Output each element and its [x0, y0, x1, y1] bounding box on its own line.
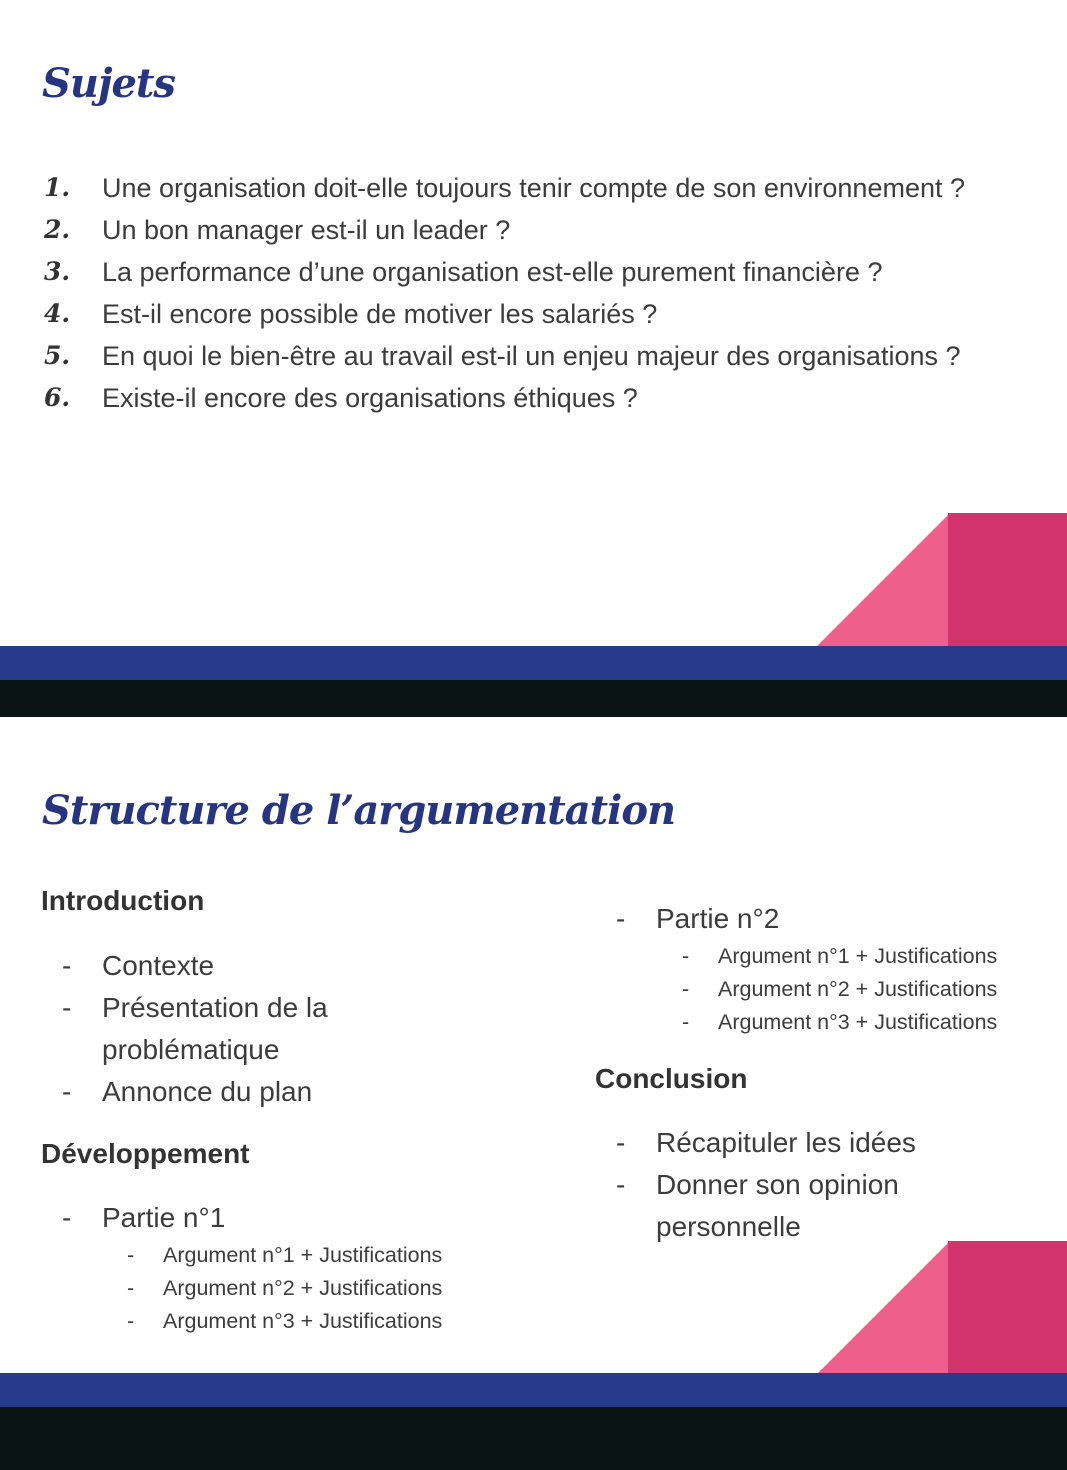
list-item	[616, 1122, 916, 1164]
dash: -	[682, 1010, 690, 1034]
list-item	[0, 377, 1067, 419]
slide-separator	[0, 680, 1067, 717]
pink-corner-decoration	[817, 1241, 1067, 1374]
item-text: Un bon manager est-il un leader ?	[102, 215, 511, 245]
list-item	[616, 898, 780, 940]
dash: -	[616, 1169, 626, 1200]
sub-item	[682, 1006, 998, 1039]
item-text: Partie n°2	[656, 903, 780, 934]
dash: -	[127, 1276, 135, 1300]
item-text: En quoi le bien-être au travail est-il un enjeu majeur des organisations ?	[102, 341, 961, 371]
dash: -	[127, 1309, 135, 1333]
sub-item	[127, 1272, 443, 1305]
item-text: Argument n°2 + Justifications	[163, 1276, 443, 1300]
list-item-continuation	[656, 1206, 801, 1248]
item-text: Récapituler les idées	[656, 1127, 916, 1158]
item-number: 3.	[44, 257, 71, 286]
pink-rectangle	[948, 513, 1067, 646]
slide-separator	[0, 1407, 1067, 1470]
list-item	[0, 293, 1067, 335]
item-text: personnelle	[656, 1211, 801, 1242]
sub-item	[127, 1305, 443, 1338]
introduction-heading: Introduction	[41, 885, 205, 916]
dash: -	[62, 950, 72, 981]
list-item	[0, 335, 1067, 377]
dash: -	[682, 977, 690, 1001]
list-item	[62, 1071, 313, 1113]
item-number: 5.	[44, 341, 71, 370]
item-text: La performance d’une organisation est-elle purement financière ?	[102, 257, 883, 287]
conclusion-heading: Conclusion	[595, 1063, 748, 1094]
slide-sujets	[0, 0, 1067, 680]
list-item	[0, 209, 1067, 251]
item-text: Est-il encore possible de motiver les salariés ?	[102, 299, 658, 329]
item-text: problématique	[102, 1034, 280, 1065]
item-text: Annonce du plan	[102, 1076, 313, 1107]
list-item	[0, 167, 1067, 209]
blue-footer-bar	[0, 1373, 1067, 1407]
item-text: Argument n°2 + Justifications	[718, 977, 998, 1001]
dash: -	[616, 1127, 626, 1158]
item-number: 1.	[44, 173, 71, 202]
topics-list	[0, 167, 1067, 419]
item-number: 4.	[44, 299, 71, 328]
item-text: Argument n°3 + Justifications	[718, 1010, 998, 1034]
list-item	[0, 251, 1067, 293]
list-item	[62, 1197, 226, 1239]
dash: -	[682, 944, 690, 968]
list-item	[616, 1164, 899, 1206]
blue-footer-bar	[0, 646, 1067, 680]
slide-title: Sujets	[42, 60, 175, 107]
dash: -	[127, 1243, 135, 1267]
slide-structure	[0, 717, 1067, 1407]
item-text: Argument n°3 + Justifications	[163, 1309, 443, 1333]
item-text: Une organisation doit-elle toujours tenir compte de son environnement ?	[102, 173, 966, 203]
developpement-heading: Développement	[41, 1138, 250, 1169]
item-text: Contexte	[102, 950, 215, 981]
list-item	[62, 945, 215, 987]
dash: -	[62, 992, 72, 1023]
item-number: 6.	[44, 383, 71, 412]
dash: -	[616, 903, 626, 934]
item-number: 2.	[44, 215, 71, 244]
list-item-continuation	[102, 1029, 279, 1071]
sub-item	[682, 940, 998, 973]
dash: -	[62, 1202, 72, 1233]
item-text: Donner son opinion	[656, 1169, 899, 1200]
slide-title: Structure de l’argumentation	[42, 787, 676, 834]
pink-triangle	[817, 1241, 950, 1374]
item-text: Partie n°1	[102, 1202, 226, 1233]
sub-item	[127, 1239, 443, 1272]
pink-corner-decoration	[817, 513, 1067, 646]
item-text: Argument n°1 + Justifications	[718, 944, 998, 968]
item-text: Existe-il encore des organisations éthiques ?	[102, 383, 638, 413]
dash: -	[62, 1076, 72, 1107]
pink-rectangle	[948, 1241, 1067, 1374]
item-text: Argument n°1 + Justifications	[163, 1243, 443, 1267]
list-item	[62, 987, 328, 1029]
pink-triangle	[817, 513, 950, 646]
item-text: Présentation de la	[102, 992, 328, 1023]
sub-item	[682, 973, 998, 1006]
